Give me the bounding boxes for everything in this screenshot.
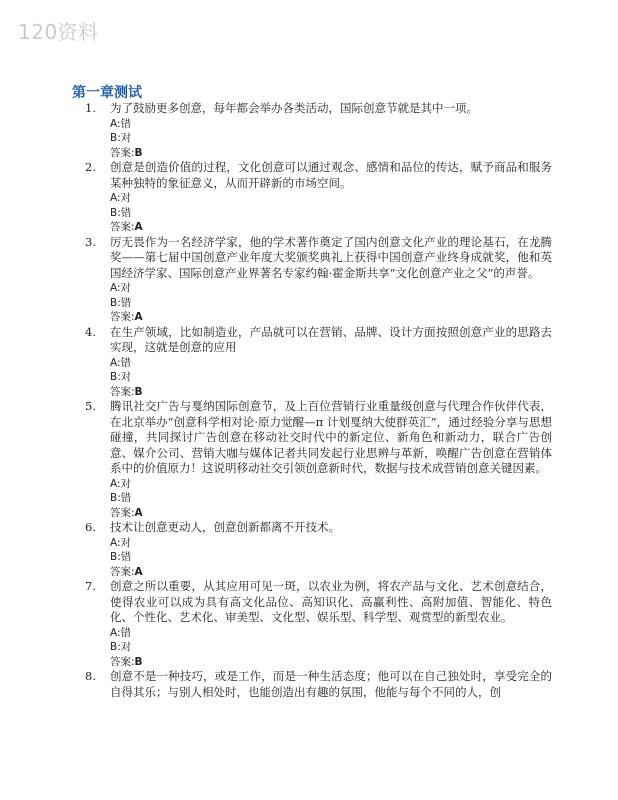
answer-option: B:对	[110, 132, 132, 144]
question-number: 8.	[85, 669, 96, 683]
answer-option: B:错	[110, 206, 132, 219]
answer-line	[110, 506, 618, 521]
answer-label: 答案:	[110, 655, 135, 668]
answer-option: A:错	[110, 626, 132, 639]
question-item	[0, 235, 618, 325]
question-item	[0, 325, 618, 400]
question-number: 6.	[85, 520, 96, 534]
answer-value: A	[134, 311, 143, 323]
question-item	[0, 101, 618, 160]
question-text: 在生产领域，比如制造业，产品就可以在营销、品牌、设计方面按照创意产业的思路去实现，这就是创意的应用	[110, 324, 552, 354]
answer-label: 答案:	[110, 506, 135, 519]
answer-value: B	[134, 655, 143, 668]
answer-value: A	[134, 221, 143, 233]
answer-option: B:错	[110, 296, 132, 309]
question-text: 为了鼓励更多创意，每年都会举办各类活动，国际创意节就是其中一项。	[110, 101, 478, 115]
question-number: 4.	[85, 324, 96, 339]
answer-option: B:错	[110, 551, 132, 563]
watermark-logo: 120资料	[18, 20, 99, 44]
answer-label: 答案:	[110, 146, 135, 159]
question-item	[0, 579, 618, 669]
question-number: 1.	[85, 101, 96, 115]
question-text: 腾讯社交广告与戛纳国际创意节，及上百位营销行业重量级创意与代理合作伙伴代表，在北京举办“创意科学相对论·原力觉醒—π 计划戛纳大使群英汇”，通过经验分享与思想碰撞，共同探讨广告创意在移动社交时代中的新定位、新角色和新动力，联合广告创意、媒介公司、营销大咖与媒体记者共同发起行业思辨与革新，唤醒广告创意在营销体系中的价值原力！这说明移动社交引领创意新时代，数据与技术成营销创意关键因素。	[110, 399, 552, 475]
question-item	[0, 669, 618, 700]
answer-option: A:对	[110, 477, 132, 490]
answer-label: 答案:	[110, 311, 135, 323]
answer-value: B	[134, 146, 143, 159]
answer-option: A:错	[110, 117, 132, 130]
answer-option: A:对	[110, 192, 132, 204]
question-item	[0, 160, 618, 235]
question-text: 厉无畏作为一名经济学家，他的学术著作奠定了国内创意文化产业的理论基石，在龙腾奖——第七届中国创意产业年度大奖颁奖典礼上获得中国创意产业终身成就奖，他和英国经济学家、国际创意产业界著名专家约翰·霍金斯共享“文化创意产业之父”的声誉。	[110, 234, 552, 280]
question-list	[0, 101, 618, 700]
question-text: 技术让创意更动人，创意创新都离不开技术。	[110, 520, 340, 534]
question-text: 创意之所以重要，从其应用可见一斑，以农业为例，将农产品与文化、艺术创意结合，使得农业可以成为具有高文化品位、高知识化、高赢利性、高附加值、智能化、特色化、个性化、艺术化、审美型、文化型、娱乐型、科学型、观赏型的新型农业。	[110, 579, 552, 624]
answer-value: A	[134, 565, 143, 578]
question-text: 创意是创造价值的过程，文化创意可以通过观念、感情和品位的传达，赋予商品和服务某种独特的象征意义，从而开辟新的市场空间。	[110, 160, 552, 190]
answer-line	[110, 146, 618, 161]
answer-line	[110, 565, 618, 580]
chapter-title: 第一章测试	[72, 85, 142, 101]
answer-option: B:对	[110, 371, 132, 383]
answer-line	[110, 385, 618, 400]
answer-line	[110, 220, 618, 235]
answer-option: B:错	[110, 492, 132, 504]
question-number: 2.	[85, 160, 96, 174]
answer-label: 答案:	[110, 385, 135, 398]
question-number: 5.	[85, 399, 96, 413]
answer-label: 答案:	[110, 565, 135, 578]
answer-line	[110, 655, 618, 670]
question-item	[0, 399, 618, 520]
answer-option: B:对	[110, 641, 132, 653]
answer-line	[110, 310, 618, 325]
answer-option: A:错	[110, 356, 132, 369]
question-number: 3.	[85, 234, 96, 249]
answer-value: A	[134, 506, 143, 519]
answer-option: A:对	[110, 282, 132, 294]
answer-option: A:对	[110, 536, 132, 549]
question-number: 7.	[85, 579, 96, 593]
question-text: 创意不是一种技巧，或是工作，而是一种生活态度；他可以在自己独处时，享受完全的自得其乐；与别人相处时，也能创造出有趣的氛围，他能与每个不同的人，创	[110, 669, 552, 699]
answer-label: 答案:	[110, 221, 135, 233]
question-item	[0, 520, 618, 579]
answer-value: B	[134, 385, 143, 398]
